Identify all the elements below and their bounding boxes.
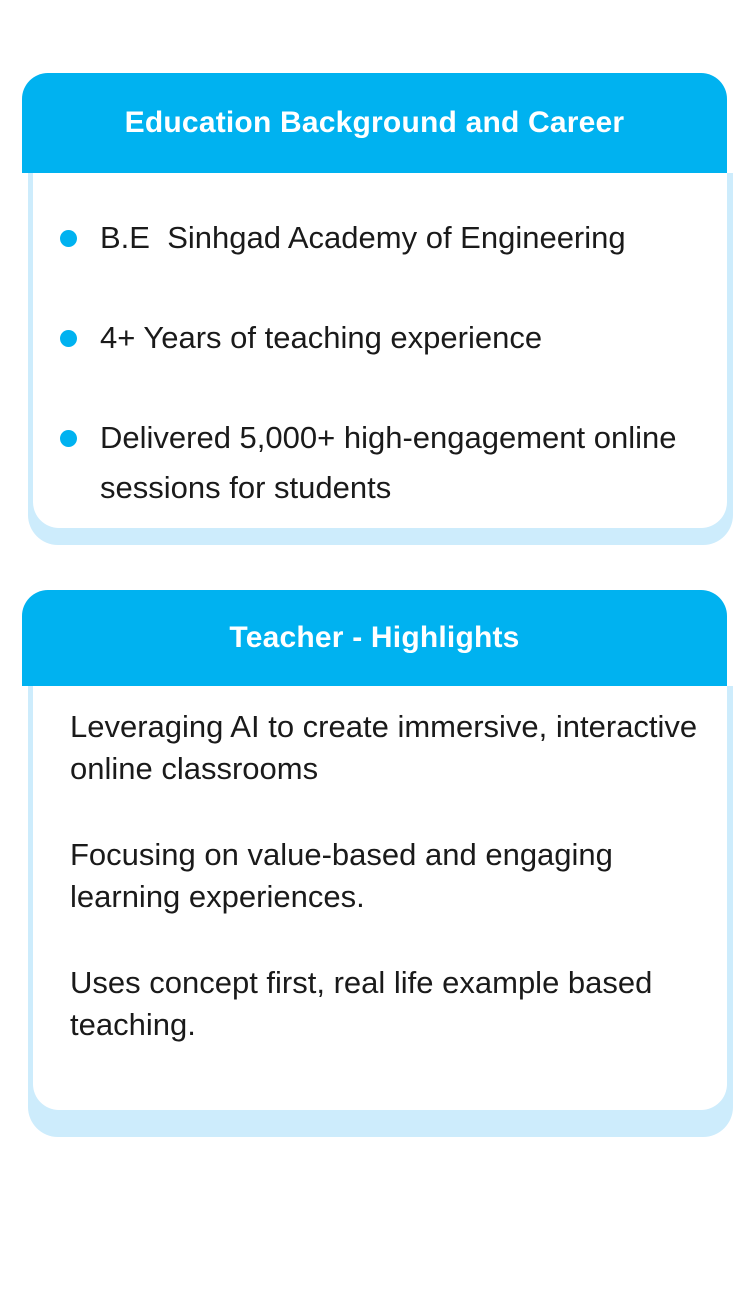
education-card-title: Education Background and Career xyxy=(124,106,625,139)
list-item xyxy=(60,313,707,363)
highlights-card-header xyxy=(22,590,727,686)
highlight-paragraph-ai: Leveraging AI to create immersive, interactive online classrooms xyxy=(70,709,698,786)
bullet-item-sessions: Delivered 5,000+ high-engagement online sessions for students xyxy=(100,420,686,505)
highlight-paragraph-value: Focusing on value-based and engaging learning experiences. xyxy=(70,837,613,914)
education-card-shadow xyxy=(28,173,733,545)
highlights-card-title: Teacher - Highlights xyxy=(229,621,520,654)
education-background-card xyxy=(22,73,727,545)
highlight-paragraph-concept: Uses concept first, real life example based teaching. xyxy=(70,965,653,1042)
list-item xyxy=(60,213,707,263)
list-item xyxy=(60,413,707,513)
highlights-card-shadow xyxy=(28,686,733,1137)
bullet-dot-icon xyxy=(60,330,77,347)
bullet-dot-icon xyxy=(60,430,77,447)
bullet-item-experience: 4+ Years of teaching experience xyxy=(100,320,543,355)
bullet-dot-icon xyxy=(60,230,77,247)
education-card-body xyxy=(33,173,727,528)
bullet-item-degree: B.E Sinhgad Academy of Engineering xyxy=(100,220,626,255)
education-card-header xyxy=(22,73,727,173)
education-bullet-list xyxy=(60,213,707,513)
teacher-highlights-card xyxy=(22,590,727,1137)
highlights-card-body xyxy=(33,686,727,1110)
